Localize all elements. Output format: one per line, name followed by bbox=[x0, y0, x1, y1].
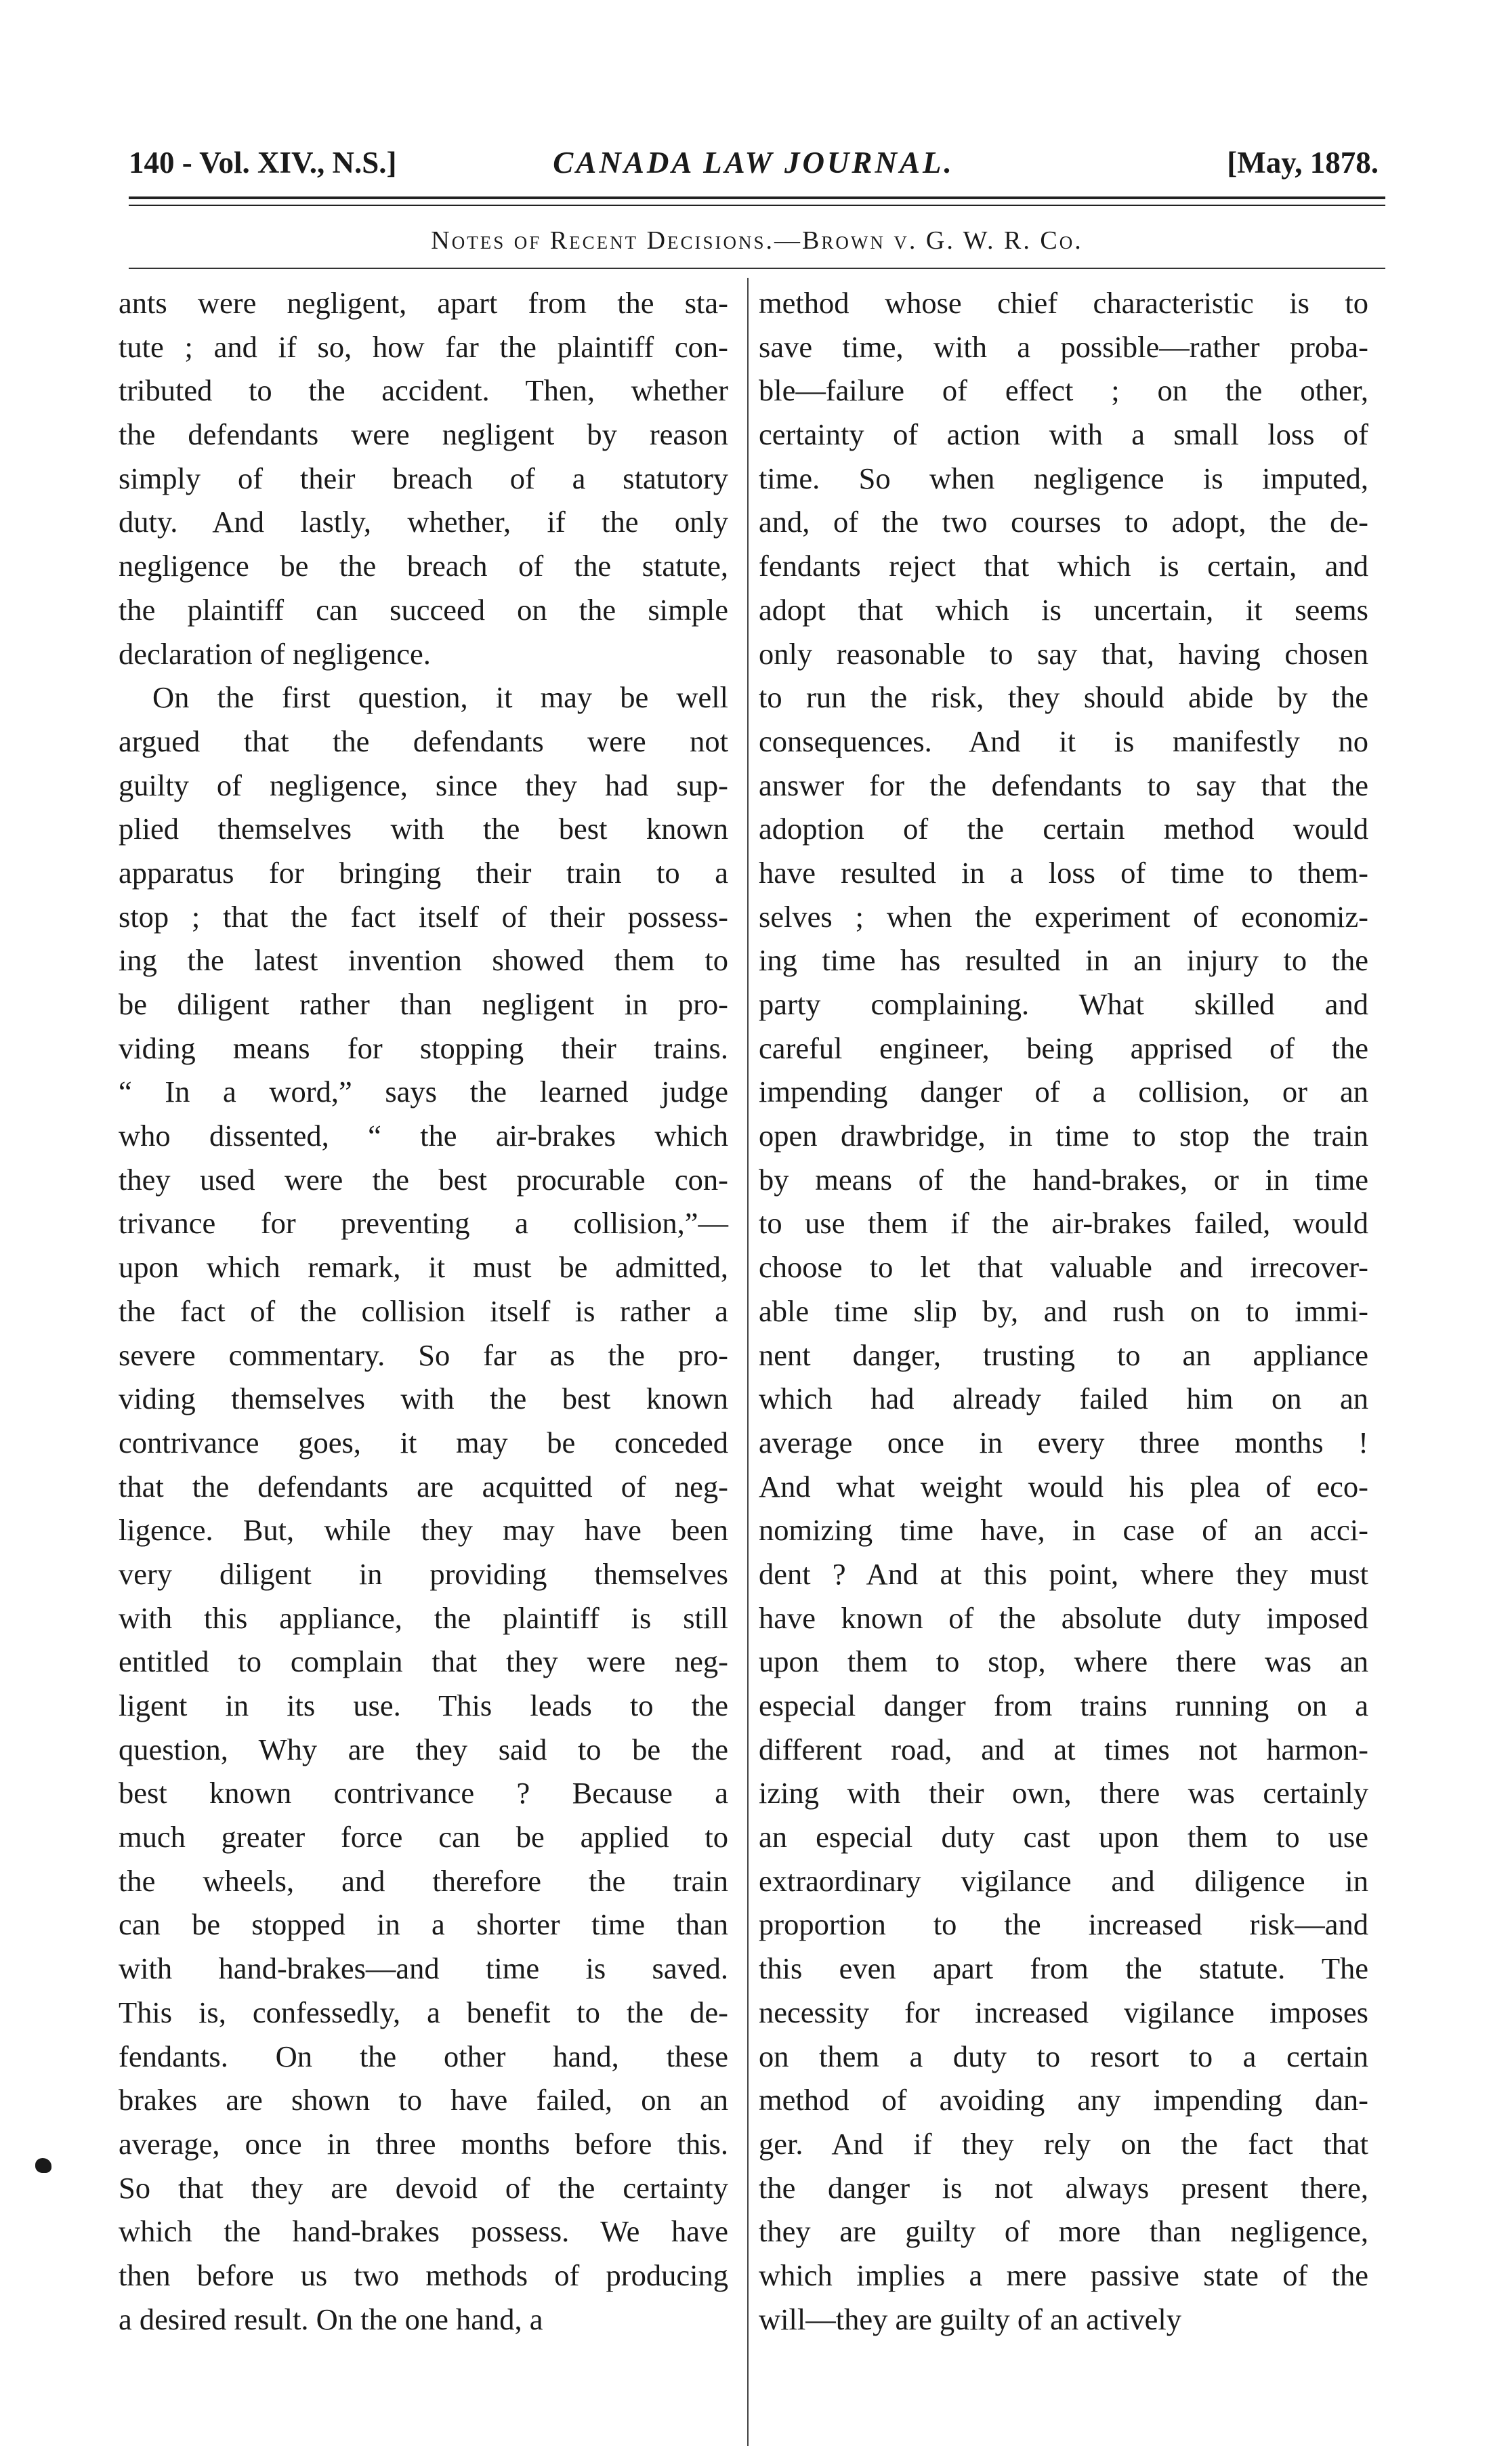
text-line: on them a duty to resort to a certain bbox=[759, 2039, 1368, 2073]
text-line: ger. And if they rely on the fact that bbox=[759, 2126, 1368, 2161]
text-line: answer for the defendants to say that the bbox=[759, 768, 1368, 802]
text-line: method whose chief characteristic is to bbox=[759, 286, 1368, 320]
text-line: that the defendants are acquitted of neg- bbox=[119, 1469, 728, 1504]
text-line: they used were the best procurable con- bbox=[119, 1162, 728, 1197]
text-line: which the hand-brakes possess. We have bbox=[119, 2214, 728, 2249]
text-line: So that they are devoid of the certainty bbox=[119, 2170, 728, 2205]
text-line: choose to let that valuable and irrecover- bbox=[759, 1250, 1368, 1285]
text-line: with hand-brakes—and time is saved. bbox=[119, 1951, 728, 1986]
text-line: the wheels, and therefore the train bbox=[119, 1863, 728, 1898]
text-line: viding means for stopping their trains. bbox=[119, 1031, 728, 1065]
text-line: ants were negligent, apart from the sta- bbox=[119, 286, 728, 320]
text-line: ligence. But, while they may have been bbox=[119, 1513, 728, 1548]
text-line: much greater force can be applied to bbox=[119, 1820, 728, 1854]
section-rule bbox=[129, 268, 1385, 269]
text-line: negligence be the breach of the statute, bbox=[119, 549, 728, 583]
text-line: declaration of negligence. bbox=[119, 636, 431, 671]
text-line: contrivance goes, it may be conceded bbox=[119, 1425, 728, 1459]
header-rule-thick bbox=[129, 196, 1385, 199]
text-line: impending danger of a collision, or an bbox=[759, 1075, 1368, 1109]
text-line: certainty of action with a small loss of bbox=[759, 417, 1368, 452]
text-line: can be stopped in a shorter time than bbox=[119, 1907, 728, 1942]
text-line: plied themselves with the best known bbox=[119, 812, 728, 846]
text-line: upon them to stop, where there was an bbox=[759, 1644, 1368, 1679]
text-line: adoption of the certain method would bbox=[759, 812, 1368, 846]
text-line: especial danger from trains running on a bbox=[759, 1688, 1368, 1722]
text-line: average once in every three months ! bbox=[759, 1425, 1368, 1459]
section-title: Notes of Recent Decisions.—Brown v. G. W. R. Co. bbox=[431, 226, 1083, 255]
text-line: And what weight would his plea of eco- bbox=[759, 1469, 1368, 1504]
text-line: fendants. On the other hand, these bbox=[119, 2039, 728, 2073]
text-line: which had already failed him on an bbox=[759, 1382, 1368, 1416]
text-line: brakes are shown to have failed, on an bbox=[119, 2083, 728, 2117]
text-line: a desired result. On the one hand, a bbox=[119, 2302, 543, 2336]
text-line: adopt that which is uncertain, it seems bbox=[759, 592, 1368, 627]
text-line: viding themselves with the best known bbox=[119, 1382, 728, 1416]
header-rule-thin bbox=[129, 205, 1385, 206]
text-line: able time slip by, and rush on to immi- bbox=[759, 1293, 1368, 1328]
text-line: This is, confessedly, a benefit to the de- bbox=[119, 1995, 728, 2029]
text-line: to run the risk, they should abide by the bbox=[759, 680, 1368, 715]
text-line: average, once in three months before this. bbox=[119, 2126, 728, 2161]
text-line: ing the latest invention showed them to bbox=[119, 943, 728, 978]
text-line: izing with their own, there was certainly bbox=[759, 1776, 1368, 1810]
text-line: have resulted in a loss of time to them- bbox=[759, 855, 1368, 890]
text-line: nomizing time have, in case of an acci- bbox=[759, 1513, 1368, 1548]
text-line: who dissented, “ the air-brakes which bbox=[119, 1119, 728, 1153]
ink-blot-mark bbox=[35, 2158, 51, 2173]
text-line: time. So when negligence is imputed, bbox=[759, 461, 1368, 495]
text-line: stop ; that the fact itself of their possess- bbox=[119, 899, 728, 934]
text-line: On the first question, it may be well bbox=[152, 680, 728, 715]
text-line: this even apart from the statute. The bbox=[759, 1951, 1368, 1986]
text-line: severe commentary. So far as the pro- bbox=[119, 1338, 728, 1372]
text-line: upon which remark, it must be admitted, bbox=[119, 1250, 728, 1285]
text-line: fendants reject that which is certain, and bbox=[759, 549, 1368, 583]
text-line: selves ; when the experiment of economiz- bbox=[759, 899, 1368, 934]
page-number-volume: 140 - Vol. XIV., N.S.] bbox=[129, 146, 397, 180]
text-line: then before us two methods of producing bbox=[119, 2258, 728, 2292]
text-line: have known of the absolute duty imposed bbox=[759, 1600, 1368, 1635]
text-line: argued that the defendants were not bbox=[119, 724, 728, 758]
text-line: consequences. And it is manifestly no bbox=[759, 724, 1368, 758]
text-line: question, Why are they said to be the bbox=[119, 1732, 728, 1766]
text-line: ligent in its use. This leads to the bbox=[119, 1688, 728, 1722]
text-line: duty. And lastly, whether, if the only bbox=[119, 505, 728, 539]
text-line: method of avoiding any impending dan- bbox=[759, 2083, 1368, 2117]
text-line: they are guilty of more than negligence, bbox=[759, 2214, 1368, 2249]
text-line: open drawbridge, in time to stop the train bbox=[759, 1119, 1368, 1153]
text-line: careful engineer, being apprised of the bbox=[759, 1031, 1368, 1065]
text-line: an especial duty cast upon them to use bbox=[759, 1820, 1368, 1854]
text-line: by means of the hand-brakes, or in time bbox=[759, 1162, 1368, 1197]
right-column bbox=[759, 281, 1368, 2341]
text-line: proportion to the increased risk—and bbox=[759, 1907, 1368, 1942]
text-line: with this appliance, the plaintiff is still bbox=[119, 1600, 728, 1635]
text-line: to use them if the air-brakes failed, would bbox=[759, 1206, 1368, 1241]
text-line: extraordinary vigilance and diligence in bbox=[759, 1863, 1368, 1898]
journal-title: CANADA LAW JOURNAL. bbox=[553, 146, 954, 180]
text-line: the plaintiff can succeed on the simple bbox=[119, 592, 728, 627]
text-line: the danger is not always present there, bbox=[759, 2170, 1368, 2205]
text-line: and, of the two courses to adopt, the de- bbox=[759, 505, 1368, 539]
text-line: nent danger, trusting to an appliance bbox=[759, 1338, 1368, 1372]
text-line: entitled to complain that they were neg- bbox=[119, 1644, 728, 1679]
text-line: party complaining. What skilled and bbox=[759, 987, 1368, 1021]
text-line: the fact of the collision itself is rather a bbox=[119, 1293, 728, 1328]
text-line: save time, with a possible—rather proba- bbox=[759, 329, 1368, 364]
text-line: will—they are guilty of an actively bbox=[759, 2302, 1182, 2336]
text-line: be diligent rather than negligent in pro- bbox=[119, 987, 728, 1021]
text-line: trivance for preventing a collision,”— bbox=[119, 1206, 728, 1241]
text-line: very diligent in providing themselves bbox=[119, 1556, 728, 1591]
text-line: which implies a mere passive state of the bbox=[759, 2258, 1368, 2292]
running-head bbox=[129, 139, 1379, 186]
text-line: only reasonable to say that, having chosen bbox=[759, 636, 1368, 671]
text-line: necessity for increased vigilance imposes bbox=[759, 1995, 1368, 2029]
left-column bbox=[119, 281, 728, 2341]
text-line: tributed to the accident. Then, whether bbox=[119, 373, 728, 408]
text-line: dent ? And at this point, where they must bbox=[759, 1556, 1368, 1591]
issue-date: [May, 1878. bbox=[1227, 146, 1379, 180]
text-line: different road, and at times not harmon- bbox=[759, 1732, 1368, 1766]
text-line: ble—failure of effect ; on the other, bbox=[759, 373, 1368, 408]
text-line: ing time has resulted in an injury to the bbox=[759, 943, 1368, 978]
column-divider bbox=[747, 278, 749, 2446]
text-line: tute ; and if so, how far the plaintiff con- bbox=[119, 329, 728, 364]
text-line: the defendants were negligent by reason bbox=[119, 417, 728, 452]
text-line: guilty of negligence, since they had sup- bbox=[119, 768, 728, 802]
text-line: simply of their breach of a statutory bbox=[119, 461, 728, 495]
text-line: best known contrivance ? Because a bbox=[119, 1776, 728, 1810]
text-line: apparatus for bringing their train to a bbox=[119, 855, 728, 890]
text-line: “ In a word,” says the learned judge bbox=[119, 1075, 728, 1109]
